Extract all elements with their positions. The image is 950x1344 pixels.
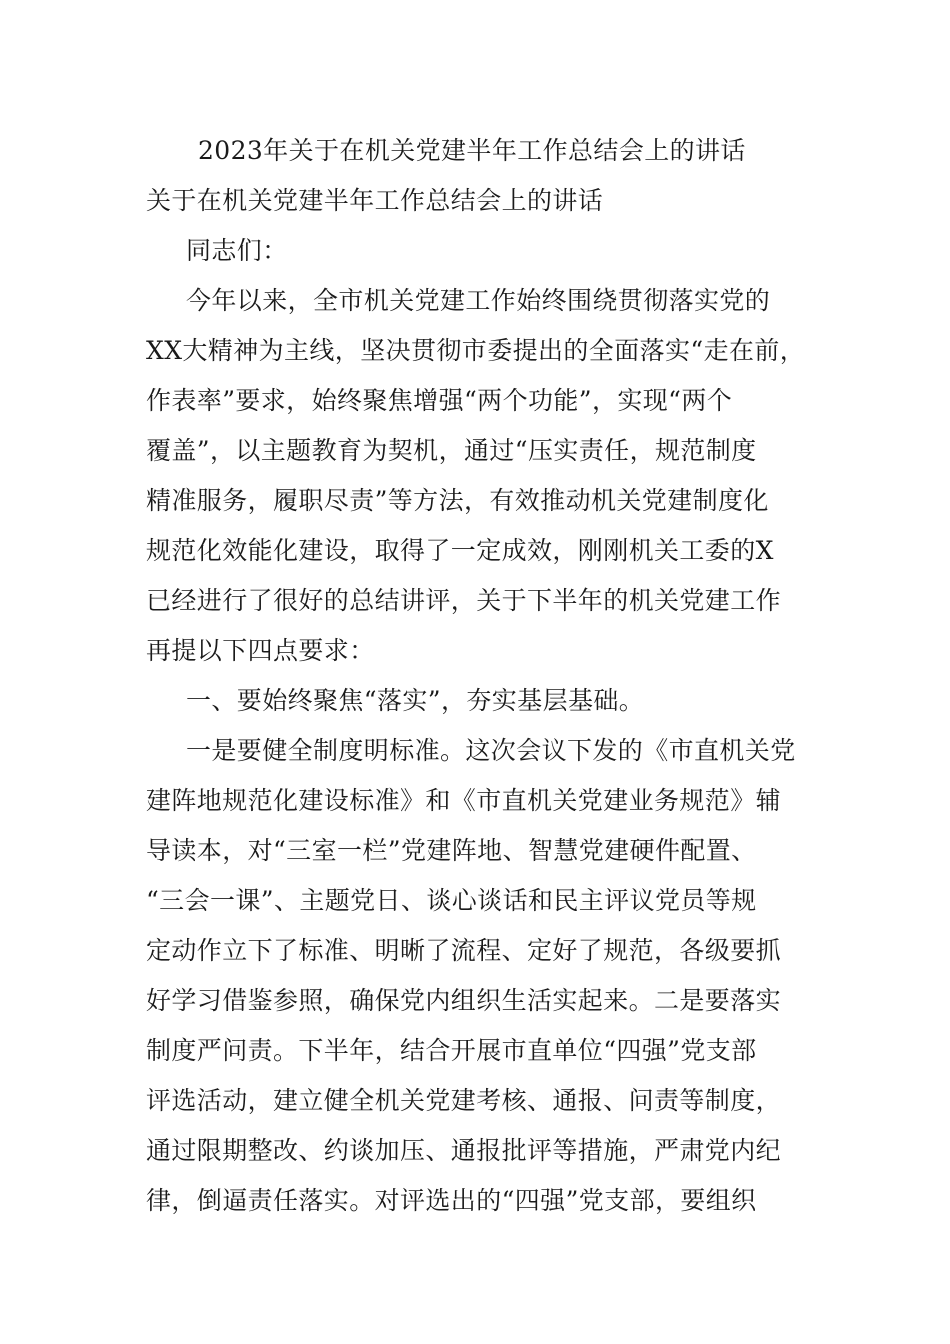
paragraph-line: 已经进行了很好的总结讲评，关于下半年的机关党建工作: [146, 586, 782, 615]
paragraph-line: “三会一课”、主题党日、谈心谈话和民主评议党员等规: [146, 886, 757, 915]
paragraph-line: 再提以下四点要求：: [146, 636, 375, 665]
paragraph-line: 规范化效能化建设，取得了一定成效，刚刚机关工委的X: [146, 536, 774, 565]
paragraph-line: 导读本，对“三室一栏”党建阵地、智慧党建硬件配置、: [146, 836, 757, 865]
paragraph-line: 定动作立下了标准、明晰了流程、定好了规范，各级要抓: [146, 936, 782, 965]
paragraph-line: 覆盖”，以主题教育为契机，通过“压实责任，规范制度: [146, 436, 757, 465]
paragraph-line: XX大精神为主线，坚决贯彻市委提出的全面落实“走在前，: [146, 336, 806, 365]
paragraph-line: 好学习借鉴参照，确保党内组织生活实起来。二是要落实: [146, 986, 782, 1015]
paragraph-line: 今年以来，全市机关党建工作始终围绕贯彻落实党的: [186, 286, 771, 315]
section-heading: 一、要始终聚焦“落实”，夯实基层基础。: [186, 686, 645, 715]
paragraph-line: 作表率”要求，始终聚焦增强“两个功能”，实现“两个: [146, 386, 733, 415]
document-title: 2023年关于在机关党建半年工作总结会上的讲话: [198, 136, 746, 165]
document-subtitle: 关于在机关党建半年工作总结会上的讲话: [146, 186, 604, 215]
paragraph-line: 精准服务，履职尽责”等方法，有效推动机关党建制度化: [146, 486, 769, 515]
paragraph-line: 通过限期整改、约谈加压、通报批评等措施，严肃党内纪: [146, 1136, 782, 1165]
paragraph-line: 律，倒逼责任落实。对评选出的“四强”党支部，要组织: [146, 1186, 757, 1215]
paragraph-line: 一是要健全制度明标准。这次会议下发的《市直机关党: [186, 736, 796, 765]
paragraph-line: 建阵地规范化建设标准》和《市直机关党建业务规范》辅: [146, 786, 782, 815]
paragraph-line: 评选活动，建立健全机关党建考核、通报、问责等制度，: [146, 1086, 782, 1115]
paragraph-line: 制度严问责。下半年，结合开展市直单位“四强”党支部: [146, 1036, 757, 1065]
salutation: 同志们：: [186, 236, 288, 265]
